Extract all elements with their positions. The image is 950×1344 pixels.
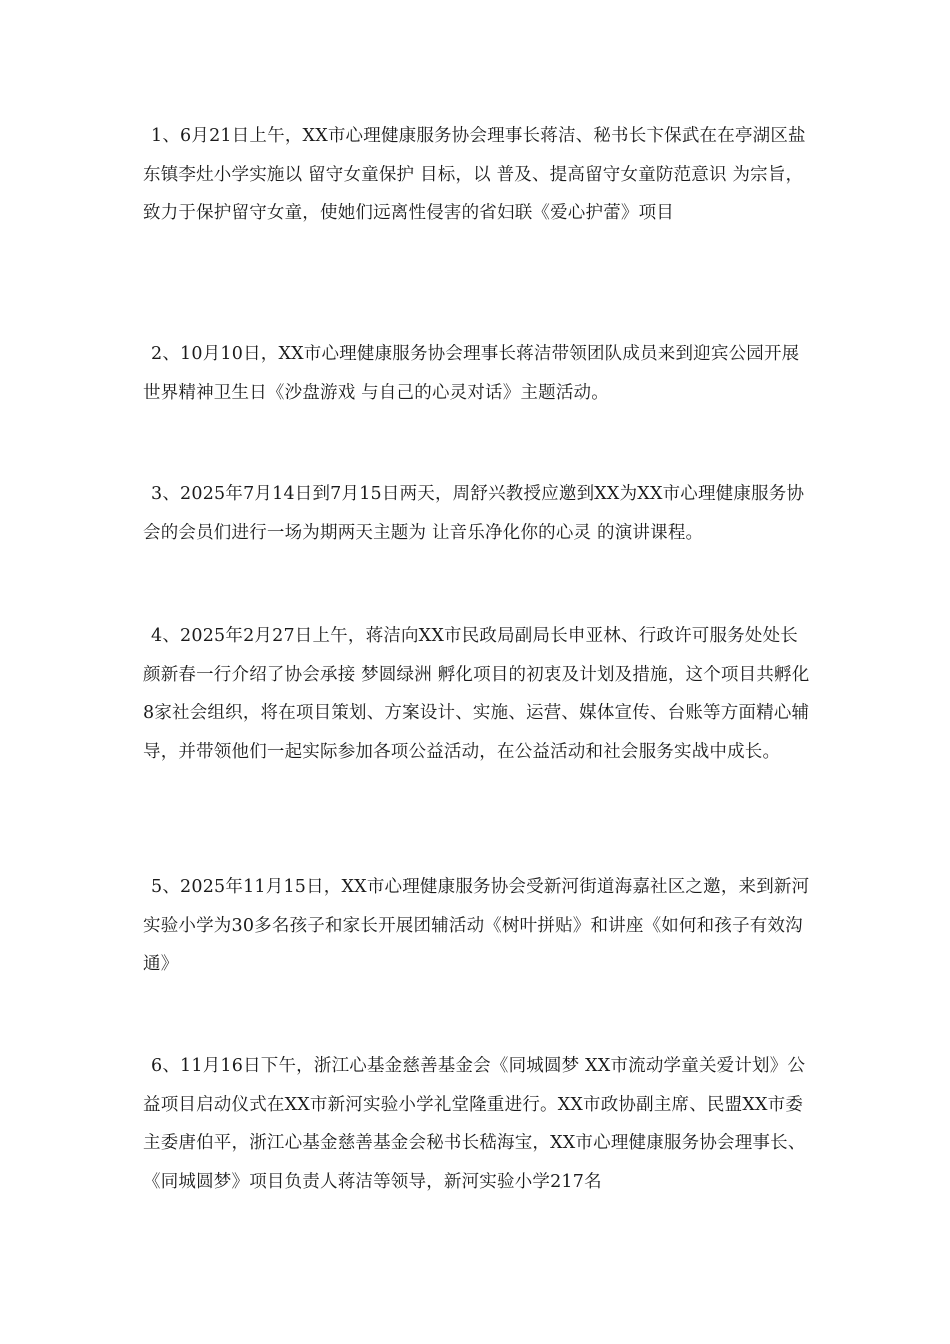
- paragraph-2: 2、10月10日，XX市心理健康服务协会理事长蒋洁带领团队成员来到迎宾公园开展世界精神卫生日《沙盘游戏 与自己的心灵对话》主题活动。: [143, 344, 800, 403]
- paragraph-1: 1、6月21日上午，XX市心理健康服务协会理事长蒋洁、秘书长卞保武在在亭湖区盐东镇李灶小学实施以 留守女童保护 目标，以 普及、提高留守女童防范意识 为宗旨，致力于保护留守女童，使她们远离性侵害的省妇联《爱心护蕾》项目: [143, 126, 806, 223]
- paragraph-3: 3、2025年7月14日到7月15日两天，周舒兴教授应邀到XX为XX市心理健康服务协会的会员们进行一场为期两天主题为 让音乐净化你的心灵 的演讲课程。: [143, 484, 805, 543]
- paragraph-4: 4、2025年2月27日上午，蒋洁向XX市民政局副局长申亚林、行政许可服务处处长颜新春一行介绍了协会承接 梦圆绿洲 孵化项目的初衷及计划及措施，这个项目共孵化8家社会组织，将在项目策划、方案设计、实施、运营、媒体宣传、台账等方面精心辅导，并带领他们一起实际参加各项公益活动，在公益活动和社会服务实战中成长。: [143, 626, 810, 762]
- paragraph-5: 5、2025年11月15日，XX市心理健康服务协会受新河街道海嘉社区之邀，来到新河实验小学为30多名孩子和家长开展团辅活动《树叶拼贴》和讲座《如何和孩子有效沟通》: [143, 877, 810, 974]
- paragraph-6: 6、11月16日下午，浙江心基金慈善基金会《同城圆梦 XX市流动学童关爱计划》公益项目启动仪式在XX市新河实验小学礼堂隆重进行。XX市政协副主席、民盟XX市委主委唐伯平，浙江心基金慈善基金会秘书长嵇海宝，XX市心理健康服务协会理事长、《同城圆梦》项目负责人蒋洁等领导，新河实验小学217名: [143, 1056, 806, 1192]
